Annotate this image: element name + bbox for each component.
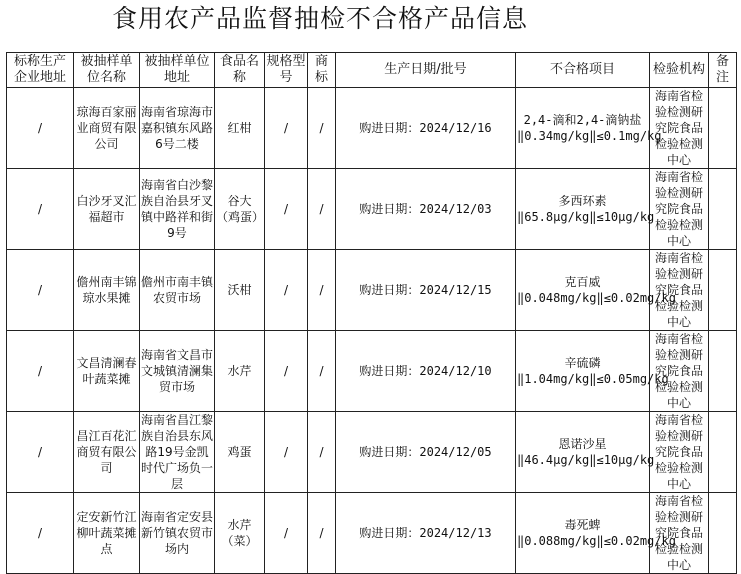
header-note: 备注 — [709, 53, 737, 88]
cell-note — [709, 88, 737, 169]
cell-sampled-unit-address: 海南省定安县新竹镇农贸市场内 — [140, 493, 215, 574]
cell-lab: 海南省检验检测研究院食品检验检测中心 — [650, 88, 709, 169]
table-row — [7, 412, 737, 493]
cell-lab: 海南省检验检测研究院食品检验检测中心 — [650, 250, 709, 331]
cell-sampled-unit: 儋州南丰锦琼水果摊 — [74, 250, 140, 331]
cell-brand: / — [308, 169, 336, 250]
cell-sampled-unit: 白沙牙叉汇福超市 — [74, 169, 140, 250]
cell-brand: / — [308, 331, 336, 412]
cell-brand: / — [308, 88, 336, 169]
cell-lab: 海南省检验检测研究院食品检验检测中心 — [650, 331, 709, 412]
header-date: 生产日期/批号 — [336, 53, 516, 88]
cell-brand: / — [308, 412, 336, 493]
table-row — [7, 493, 737, 574]
cell-failed-item: 克百威‖0.048mg/kg‖≤0.02mg/kg — [516, 250, 650, 331]
cell-producer-address: / — [7, 88, 74, 169]
cell-failed-item: 恩诺沙星‖46.4μg/kg‖≤10μg/kg — [516, 412, 650, 493]
cell-sampled-unit: 定安新竹江柳叶蔬菜摊点 — [74, 493, 140, 574]
cell-brand: / — [308, 250, 336, 331]
cell-food-name: 红柑 — [215, 88, 265, 169]
header-lab: 检验机构 — [650, 53, 709, 88]
cell-note — [709, 250, 737, 331]
cell-date: 购进日期：2024/12/13 — [336, 493, 516, 574]
cell-sampled-unit-address: 海南省白沙黎族自治县牙叉镇中路祥和街9号 — [140, 169, 215, 250]
cell-failed-item: 多西环素‖65.8μg/kg‖≤10μg/kg — [516, 169, 650, 250]
cell-producer-address: / — [7, 331, 74, 412]
cell-spec: / — [265, 493, 308, 574]
cell-sampled-unit-address: 海南省琼海市嘉积镇东风路6号二楼 — [140, 88, 215, 169]
cell-sampled-unit-address: 海南省昌江黎族自治县东风路19号金凯时代广场负一层 — [141, 413, 214, 491]
table-row — [7, 331, 737, 412]
header-spec: 规格型号 — [265, 53, 308, 88]
cell-spec: / — [265, 412, 308, 493]
cell-producer-address: / — [7, 493, 74, 574]
cell-lab: 海南省检验检测研究院食品检验检测中心 — [650, 169, 709, 250]
cell-date: 购进日期：2024/12/03 — [336, 169, 516, 250]
page-title: 食用农产品监督抽检不合格产品信息 — [111, 4, 528, 33]
cell-date: 购进日期：2024/12/10 — [336, 331, 516, 412]
header-brand: 商标 — [308, 53, 336, 88]
cell-spec: / — [265, 169, 308, 250]
cell-note — [709, 412, 737, 493]
cell-note — [709, 169, 737, 250]
cell-sampled-unit-address: 海南省文昌市文城镇清澜集贸市场 — [140, 331, 215, 412]
cell-lab: 海南省检验检测研究院食品检验检测中心 — [650, 493, 709, 574]
cell-failed-item: 毒死蜱‖0.088mg/kg‖≤0.02mg/kg — [516, 493, 650, 574]
cell-spec: / — [265, 331, 308, 412]
header-row — [7, 53, 737, 88]
cell-note — [709, 493, 737, 574]
cell-note — [709, 331, 737, 412]
cell-date: 购进日期：2024/12/15 — [336, 250, 516, 331]
cell-food-name: 鸡蛋 — [215, 412, 265, 493]
cell-producer-address: / — [7, 169, 74, 250]
cell-brand: / — [308, 493, 336, 574]
header-failed-item: 不合格项目 — [516, 53, 650, 88]
cell-failed-item: 辛硫磷‖1.04mg/kg‖≤0.05mg/kg — [516, 331, 650, 412]
table-row — [7, 88, 737, 169]
cell-sampled-unit: 文昌清澜春叶蔬菜摊 — [74, 331, 140, 412]
cell-sampled-unit-address: 儋州市南丰镇农贸市场 — [140, 250, 215, 331]
table-row — [7, 169, 737, 250]
cell-food-name: 沃柑 — [215, 250, 265, 331]
cell-lab: 海南省检验检测研究院食品检验检测中心 — [650, 412, 709, 493]
cell-food-name: 水芹（菜） — [215, 493, 265, 574]
cell-date: 购进日期：2024/12/16 — [336, 88, 516, 169]
cell-food-name: 水芹 — [215, 331, 265, 412]
header-sampled-unit: 被抽样单位名称 — [74, 53, 140, 88]
header-producer-address: 标称生产企业地址 — [7, 53, 74, 88]
results-table — [6, 52, 737, 574]
cell-spec: / — [265, 88, 308, 169]
cell-producer-address: / — [7, 412, 74, 493]
cell-sampled-unit: 琼海百家丽业商贸有限公司 — [74, 88, 140, 169]
cell-date: 购进日期：2024/12/05 — [336, 412, 516, 493]
cell-failed-item: 2,4-滴和2,4-滴钠盐‖0.34mg/kg‖≤0.1mg/kg — [516, 88, 650, 169]
header-sampled-unit-address: 被抽样单位地址 — [140, 53, 215, 88]
header-food-name: 食品名称 — [215, 53, 265, 88]
cell-sampled-unit: 昌江百花汇商贸有限公司 — [74, 412, 140, 493]
cell-spec: / — [265, 250, 308, 331]
cell-producer-address: / — [7, 250, 74, 331]
cell-food-name: 谷大（鸡蛋） — [215, 169, 265, 250]
table-row — [7, 250, 737, 331]
